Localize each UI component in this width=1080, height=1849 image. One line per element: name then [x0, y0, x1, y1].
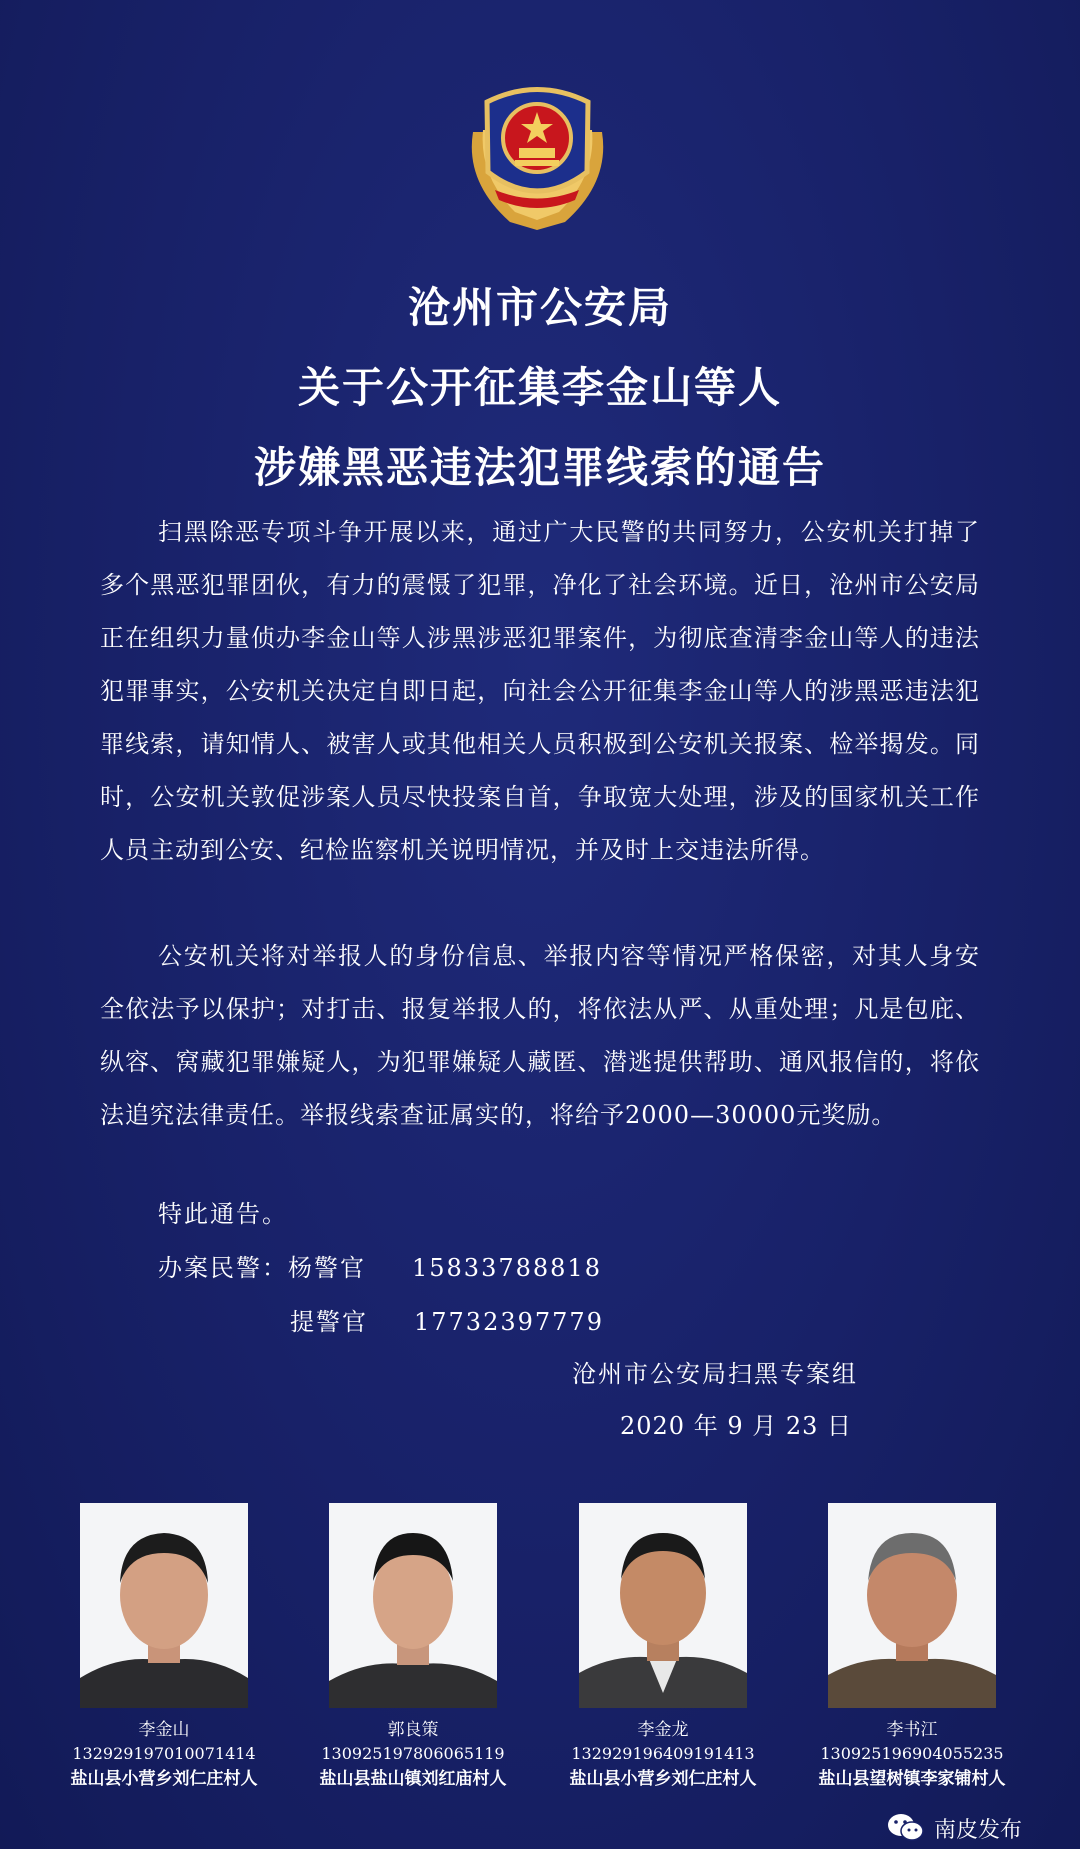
suspect-address: 盐山县小营乡刘仁庄村人 [569, 1769, 757, 1789]
suspect-card [802, 1503, 1022, 1792]
officer-phone: 15833788818 [412, 1254, 602, 1282]
notice-paragraph-1: 扫黑除恶专项斗争开展以来，通过广大民警的共同努力，公安机关打掉了多个黑恶犯罪团伙，有力的震慑了犯罪，净化了社会环境。近日，沧州市公安局正在组织力量侦办李金山等人涉黑涉恶犯罪案件，为彻底查清李金山等人的违法犯罪事实，公安机关决定自即日起，向社会公开征集李金山等人的涉黑恶违法犯罪线索，请知情人、被害人或其他相关人员积极到公安机关报案、检举揭发。同时，公安机关敦促涉案人员尽快投案自首，争取宽大处理，涉及的国家机关工作人员主动到公安、纪检监察机关说明情况，并及时上交违法所得。 [100, 518, 980, 864]
contact-row-1 [158, 1248, 602, 1283]
officer-phone: 17732397779 [414, 1308, 604, 1336]
contact-label: 办案民警： [158, 1254, 288, 1282]
suspect-id: 132929196409191413 [571, 1744, 755, 1763]
notice-paragraph-2: 公安机关将对举报人的身份信息、举报内容等情况严格保密，对其人身安全依法予以保护；对打击、报复举报人的，将依法从严、从重处理；凡是包庇、纵容、窝藏犯罪嫌疑人，为犯罪嫌疑人藏匿、潜逃提供帮助、通风报信的，将依法追究法律责任。举报线索查证属实的，将给予2000—30000元奖励。 [100, 942, 980, 1129]
signature-date: 2020 年 9 月 23 日 [620, 1412, 853, 1440]
title-line-1: 沧州市公安局 [407, 283, 672, 332]
suspect-card [303, 1503, 523, 1792]
officer-name: 提警官 [290, 1308, 368, 1336]
title-line-2: 关于公开征集李金山等人 [297, 363, 782, 412]
police-emblem-icon [455, 72, 620, 232]
title-line-3: 涉嫌黑恶违法犯罪线索的通告 [253, 443, 826, 492]
suspect-name: 李金山 [138, 1720, 190, 1740]
suspect-photo [80, 1503, 248, 1708]
suspect-id: 130925196904055235 [820, 1744, 1004, 1763]
suspect-card [54, 1503, 274, 1792]
suspect-photo [329, 1503, 497, 1708]
suspect-name: 李金龙 [637, 1720, 689, 1740]
suspect-photo [579, 1503, 747, 1708]
suspect-id: 130925197806065119 [321, 1744, 505, 1763]
suspect-card [553, 1503, 773, 1792]
closing-text: 特此通告。 [158, 1200, 288, 1228]
suspect-address: 盐山县小营乡刘仁庄村人 [70, 1769, 258, 1789]
officer-name: 杨警官 [288, 1254, 366, 1282]
watermark [886, 1812, 1022, 1844]
watermark-text: 南皮发布 [934, 1817, 1023, 1843]
wechat-icon [886, 1812, 926, 1844]
suspect-name: 郭良策 [387, 1720, 439, 1740]
suspect-photo [828, 1503, 996, 1708]
suspect-address: 盐山县望树镇李家铺村人 [818, 1769, 1006, 1789]
contact-row-2 [290, 1302, 604, 1337]
suspect-name: 李书江 [886, 1720, 938, 1740]
suspect-id: 132929197010071414 [72, 1744, 256, 1763]
suspect-address: 盐山县盐山镇刘红庙村人 [319, 1769, 507, 1789]
signature-org: 沧州市公安局扫黑专案组 [572, 1360, 858, 1388]
